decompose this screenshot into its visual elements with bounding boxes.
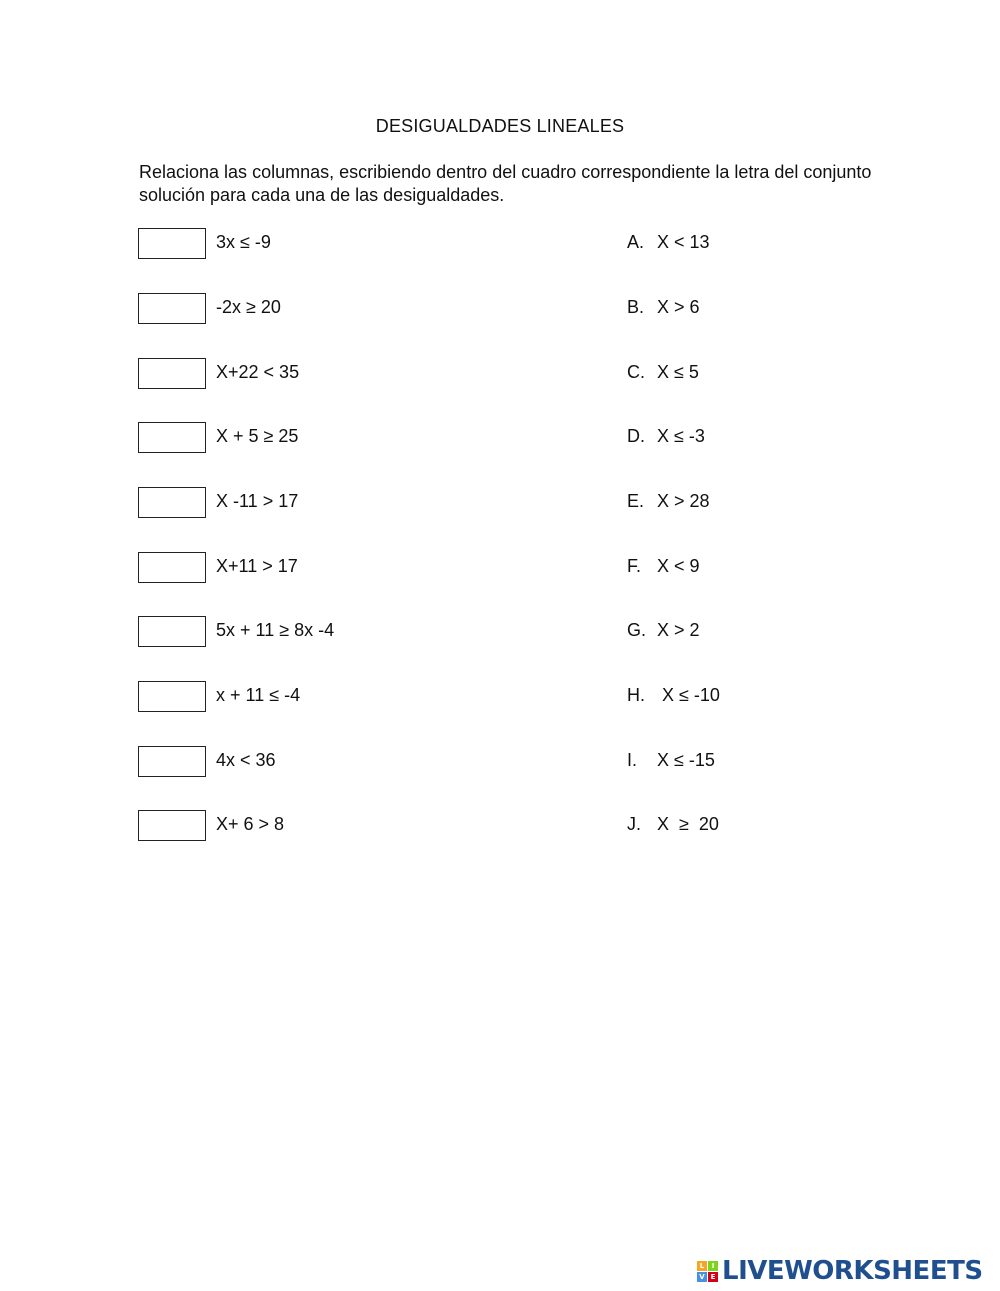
- solution-option-d: [627, 426, 705, 447]
- instructions-text: Relaciona las columnas, escribiendo dentro del cuadro correspondiente la letra del conjunto solución para cada una de las desigualdades.: [139, 162, 872, 205]
- matching-row-2: [0, 293, 1000, 327]
- option-value: X ≤ -15: [657, 750, 715, 770]
- answer-box-2[interactable]: [138, 293, 206, 324]
- option-value: X ≤ -3: [657, 426, 705, 446]
- inequality-3: X+22 < 35: [216, 362, 300, 382]
- logo-block: I: [708, 1261, 718, 1271]
- option-letter: J.: [627, 814, 642, 834]
- option-value: X > 28: [657, 491, 710, 511]
- answer-box-5[interactable]: [138, 487, 206, 518]
- matching-row-9: [0, 746, 1000, 780]
- solution-option-h: [627, 685, 720, 706]
- option-value: X ≤ 5: [657, 362, 699, 382]
- answer-box-6[interactable]: [138, 552, 206, 583]
- option-letter: H.: [627, 685, 645, 705]
- logo-block: E: [708, 1272, 718, 1282]
- solution-option-i: [627, 750, 715, 771]
- option-letter: C.: [627, 362, 645, 382]
- solution-option-e: [627, 491, 710, 512]
- solution-option-g: [627, 620, 700, 641]
- inequality-1: 3x ≤ -9: [216, 232, 271, 252]
- option-letter: D.: [627, 426, 645, 446]
- option-value: X < 13: [657, 232, 710, 252]
- inequality-7: 5x + 11 ≥ 8x -4: [216, 620, 335, 640]
- solution-option-a: [627, 232, 710, 253]
- logo-text: LIVEWORKSHEETS: [722, 1256, 983, 1286]
- inequality-10: X+ 6 > 8: [216, 814, 285, 834]
- inequality-4: X + 5 ≥ 25: [216, 426, 299, 446]
- matching-row-6: [0, 552, 1000, 586]
- answer-box-9[interactable]: [138, 746, 206, 777]
- option-letter: I.: [627, 750, 638, 770]
- answer-box-10[interactable]: [138, 810, 206, 841]
- option-value: X > 2: [657, 620, 700, 640]
- solution-option-b: [627, 297, 700, 318]
- option-value: X ≥ 20: [657, 814, 719, 834]
- inequality-6: X+11 > 17: [216, 556, 298, 576]
- matching-row-4: [0, 422, 1000, 456]
- answer-box-8[interactable]: [138, 681, 206, 712]
- option-letter: E.: [627, 491, 645, 511]
- matching-row-8: [0, 681, 1000, 715]
- answer-box-4[interactable]: [138, 422, 206, 453]
- solution-option-j: [627, 814, 719, 835]
- option-value: X > 6: [657, 297, 700, 317]
- page-title: DESIGUALDADES LINEALES: [375, 116, 625, 136]
- liveworksheets-logo: [697, 1257, 983, 1285]
- matching-row-3: [0, 358, 1000, 392]
- matching-row-1: [0, 228, 1000, 262]
- answer-box-1[interactable]: [138, 228, 206, 259]
- option-letter: G.: [627, 620, 647, 640]
- option-letter: F.: [627, 556, 642, 576]
- matching-row-10: [0, 810, 1000, 844]
- logo-block: V: [697, 1272, 707, 1282]
- logo-blocks-icon: [697, 1261, 718, 1282]
- matching-row-7: [0, 616, 1000, 650]
- option-value: X < 9: [657, 556, 700, 576]
- solution-option-f: [627, 556, 700, 577]
- option-letter: A.: [627, 232, 645, 252]
- solution-option-c: [627, 362, 699, 383]
- inequality-9: 4x < 36: [216, 750, 276, 770]
- inequality-8: x + 11 ≤ -4: [216, 685, 301, 705]
- option-value: X ≤ -10: [657, 685, 720, 705]
- inequality-2: -2x ≥ 20: [216, 297, 281, 317]
- logo-block: L: [697, 1261, 707, 1271]
- inequality-5: X -11 > 17: [216, 491, 299, 511]
- option-letter: B.: [627, 297, 645, 317]
- answer-box-7[interactable]: [138, 616, 206, 647]
- matching-row-5: [0, 487, 1000, 521]
- answer-box-3[interactable]: [138, 358, 206, 389]
